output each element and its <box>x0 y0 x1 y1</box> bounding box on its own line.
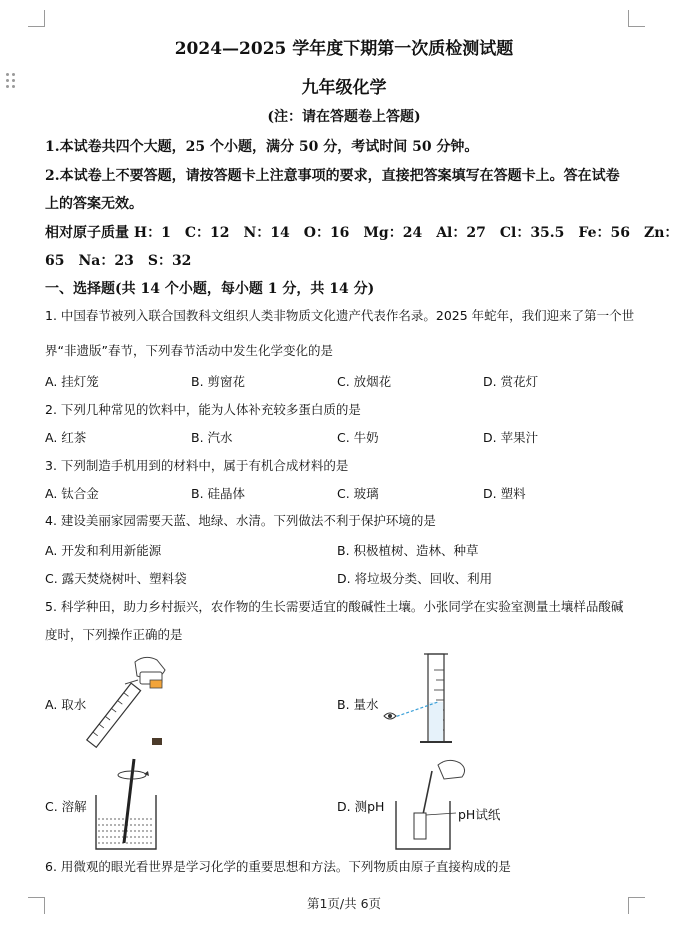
figure-read-cylinder-illustration <box>380 650 470 750</box>
question-4-option-a: A. 开发和利用新能源 <box>45 543 162 558</box>
question-1-stem-cont: 界“非遗版”春节，下列春节活动中发生化学变化的是 <box>45 343 333 358</box>
question-2-option-c: C. 牛奶 <box>337 430 379 445</box>
question-5-option-c: C. 溶解 <box>45 799 87 814</box>
page-number: 第1页/共 6页 <box>306 896 382 911</box>
question-5-stem: 5. 科学种田，助力乡村振兴，农作物的生长需要适宜的酸碱性土壤。小张同学在实验室测量土壤样品酸碱 <box>45 599 624 614</box>
question-1-option-a: A. 挂灯笼 <box>45 374 99 389</box>
exam-title: 2024—2025 学年度下期第一次质检测试题 <box>174 39 514 59</box>
page-corner-top-left <box>28 10 45 27</box>
section-heading: 一、选择题(共 14 个小题，每小题 1 分，共 14 分) <box>45 281 375 297</box>
question-4-stem: 4. 建设美丽家园需要天蓝、地绿、水清。下列做法不利于保护环境的是 <box>45 513 436 528</box>
question-3-option-c: C. 玻璃 <box>337 486 379 501</box>
exam-note: (注：请在答题卷上答题) <box>267 109 421 125</box>
question-3-option-a: A. 钛合金 <box>45 486 99 501</box>
atomic-mass-line2: 65 Na：23 S：32 <box>45 253 192 269</box>
question-2-option-b: B. 汽水 <box>191 430 233 445</box>
ph-paper-label: pH试纸 <box>458 807 501 822</box>
question-4-option-c: C. 露天焚烧树叶、塑料袋 <box>45 571 187 586</box>
question-6-stem: 6. 用微观的眼光看世界是学习化学的重要思想和方法。下列物质由原子直接构成的是 <box>45 859 511 874</box>
page-corner-top-right <box>628 10 645 27</box>
question-5-option-a: A. 取水 <box>45 697 87 712</box>
question-2-option-a: A. 红茶 <box>45 430 87 445</box>
question-3-stem: 3. 下列制造手机用到的材料中，属于有机合成材料的是 <box>45 458 349 473</box>
question-4-option-d: D. 将垃圾分类、回收、利用 <box>337 571 493 586</box>
question-4-option-b: B. 积极植树、造林、种草 <box>337 543 479 558</box>
figure-dissolve-illustration <box>90 755 170 853</box>
atomic-mass-line1: 相对原子质量 H：1 C：12 N：14 O：16 Mg：24 Al：27 Cl：35.5 Fe：56 Zn： <box>45 225 679 241</box>
question-5-stem-cont: 度时，下列操作正确的是 <box>45 627 183 642</box>
question-3-option-b: B. 硅晶体 <box>191 486 246 501</box>
question-3-option-d: D. 塑料 <box>483 486 526 501</box>
question-2-stem: 2. 下列几种常见的饮料中，能为人体补充较多蛋白质的是 <box>45 402 361 417</box>
instruction-2-cont: 上的答案无效。 <box>45 196 143 212</box>
figure-pour-water-illustration <box>80 650 180 755</box>
question-1-option-c: C. 放烟花 <box>337 374 392 389</box>
exam-subject: 九年级化学 <box>301 78 387 98</box>
question-1-stem: 1. 中国春节被列入联合国教科文组织人类非物质文化遗产代表作名录。2025 年蛇年，我们迎来了第一个世 <box>45 308 635 323</box>
question-5-option-b: B. 量水 <box>337 697 379 712</box>
question-2-option-d: D. 苹果汁 <box>483 430 539 445</box>
instruction-2: 2.本试卷上不要答题，请按答题卡上注意事项的要求，直接把答案填写在答题卡上。答在试卷 <box>45 168 620 184</box>
question-1-option-d: D. 赏花灯 <box>483 374 539 389</box>
instruction-1: 1.本试卷共四个大题，25 个小题，满分 50 分，考试时间 50 分钟。 <box>45 139 479 155</box>
question-5-option-d: D. 测pH <box>337 799 385 814</box>
question-1-option-b: B. 剪窗花 <box>191 374 246 389</box>
